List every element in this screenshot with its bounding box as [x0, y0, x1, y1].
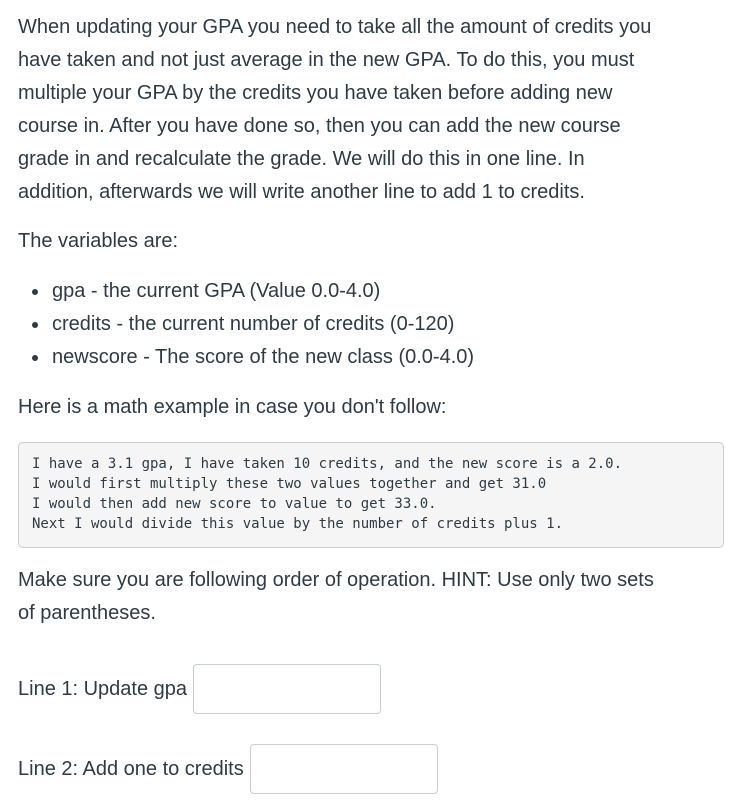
intro-line: When updating your GPA you need to take all the amount of credits you [18, 16, 652, 38]
code-line: Next I would divide this value by the number of credits plus 1. [32, 516, 564, 532]
intro-line: course in. After you have done so, then you can add the new course [18, 115, 621, 137]
line2-answer-input[interactable] [250, 744, 438, 794]
line1-label: Line 1: Update gpa [18, 677, 188, 700]
intro-line: have taken and not just average in the new GPA. To do this, you must [18, 49, 635, 71]
variable-item: gpa - the current GPA (Value 0.0-4.0) [52, 275, 724, 308]
line2-label: Line 2: Add one to credits [18, 757, 244, 780]
variables-list [18, 275, 724, 374]
variable-item: credits - the current number of credits (0-120) [52, 308, 724, 341]
example-code-block [18, 442, 724, 548]
code-line: I would then add new score to value to get 33.0. [32, 496, 437, 512]
hint-line: of parentheses. [18, 602, 156, 624]
intro-line: addition, afterwards we will write another line to add 1 to credits. [18, 181, 585, 203]
hint-paragraph [18, 564, 724, 630]
variables-title: The variables are: [18, 230, 179, 252]
line1-answer-input[interactable] [193, 664, 381, 714]
intro-paragraph [18, 0, 724, 209]
code-line: I have a 3.1 gpa, I have taken 10 credits, and the new score is a 2.0. [32, 456, 623, 472]
answer-row-line2 [18, 744, 724, 794]
variable-item: newscore - The score of the new class (0.0-4.0) [52, 341, 724, 374]
example-title: Here is a math example in case you don't follow: [18, 396, 447, 418]
intro-line: grade in and recalculate the grade. We will do this in one line. In [18, 148, 585, 170]
hint-line: Make sure you are following order of operation. HINT: Use only two sets [18, 569, 654, 591]
answer-row-line1 [18, 664, 724, 714]
intro-line: multiple your GPA by the credits you have taken before adding new [18, 82, 613, 104]
code-line: I would first multiply these two values together and get 31.0 [32, 476, 547, 492]
